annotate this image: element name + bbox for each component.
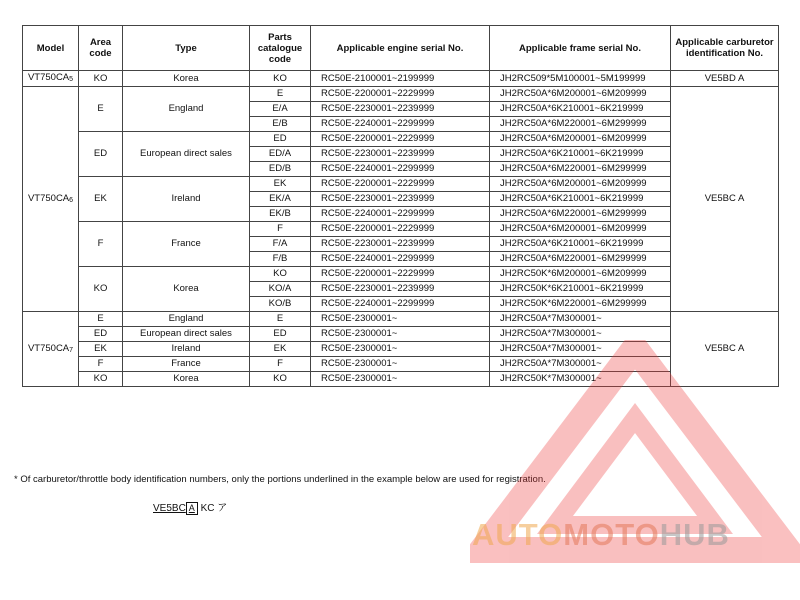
frame-serial-cell: JH2RC50A*6M220001~6M299999 <box>490 207 671 222</box>
serial-number-table <box>22 25 779 387</box>
engine-serial-cell: RC50E-2200001~2229999 <box>311 177 490 192</box>
parts-code-cell: ED <box>250 132 311 147</box>
area-code-cell: EK <box>79 177 123 222</box>
type-cell: Ireland <box>123 342 250 357</box>
engine-serial-cell: RC50E-2240001~2299999 <box>311 297 490 312</box>
parts-code-cell: EK <box>250 177 311 192</box>
engine-serial-cell: RC50E-2240001~2299999 <box>311 162 490 177</box>
table-row <box>23 132 779 147</box>
table-row <box>23 71 779 87</box>
header-engine-serial: Applicable engine serial No. <box>311 26 490 71</box>
header-carburetor-id: Applicable carburetor identification No. <box>671 26 779 71</box>
type-cell: Ireland <box>123 177 250 222</box>
table-row <box>23 87 779 102</box>
table-row <box>23 342 779 357</box>
engine-serial-cell: RC50E-2230001~2239999 <box>311 237 490 252</box>
type-cell: Korea <box>123 267 250 312</box>
frame-serial-cell: JH2RC50A*6M220001~6M299999 <box>490 252 671 267</box>
header-parts-catalogue-code: Parts catalogue code <box>250 26 311 71</box>
table-row <box>23 327 779 342</box>
engine-serial-cell: RC50E-2240001~2299999 <box>311 252 490 267</box>
table-row <box>23 222 779 237</box>
table-row <box>23 372 779 387</box>
table-row <box>23 312 779 327</box>
engine-serial-cell: RC50E-2300001~ <box>311 357 490 372</box>
engine-serial-cell: RC50E-2200001~2229999 <box>311 267 490 282</box>
engine-serial-cell: RC50E-2230001~2239999 <box>311 102 490 117</box>
model-cell: $VT750CA_5$ <box>23 71 79 87</box>
area-code-cell: EK <box>79 342 123 357</box>
frame-serial-cell: JH2RC50A*6M220001~6M299999 <box>490 162 671 177</box>
model-cell: $VT750CA_7$ <box>23 312 79 387</box>
parts-code-cell: KO <box>250 267 311 282</box>
parts-code-cell: EK/B <box>250 207 311 222</box>
frame-serial-cell: JH2RC50A*6M220001~6M299999 <box>490 117 671 132</box>
area-code-cell: KO <box>79 71 123 87</box>
engine-serial-cell: RC50E-2240001~2299999 <box>311 207 490 222</box>
engine-serial-cell: RC50E-2300001~ <box>311 372 490 387</box>
frame-serial-cell: JH2RC50K*7M300001~ <box>490 372 671 387</box>
frame-serial-cell: JH2RC50A*6K210001~6K219999 <box>490 192 671 207</box>
parts-code-cell: ED <box>250 327 311 342</box>
engine-serial-cell: RC50E-2200001~2229999 <box>311 87 490 102</box>
parts-code-cell: EK/A <box>250 192 311 207</box>
area-code-cell: E <box>79 312 123 327</box>
parts-code-cell: E/A <box>250 102 311 117</box>
carburetor-cell: VE5BD A <box>671 71 779 87</box>
type-cell: England <box>123 312 250 327</box>
frame-serial-cell: JH2RC50A*6M200001~6M209999 <box>490 177 671 192</box>
example-boxed-letter: A <box>186 502 198 515</box>
carburetor-id-example <box>153 499 227 515</box>
frame-serial-cell: JH2RC50A*7M300001~ <box>490 312 671 327</box>
frame-serial-cell: JH2RC50A*6K210001~6K219999 <box>490 237 671 252</box>
frame-serial-cell: JH2RC509*5M100001~5M199999 <box>490 71 671 87</box>
parts-code-cell: KO <box>250 372 311 387</box>
engine-serial-cell: RC50E-2240001~2299999 <box>311 117 490 132</box>
engine-serial-cell: RC50E-2200001~2229999 <box>311 132 490 147</box>
engine-serial-cell: RC50E-2200001~2229999 <box>311 222 490 237</box>
frame-serial-cell: JH2RC50K*6M220001~6M299999 <box>490 297 671 312</box>
parts-code-cell: ED/A <box>250 147 311 162</box>
type-cell: France <box>123 357 250 372</box>
parts-code-cell: E <box>250 312 311 327</box>
parts-code-cell: EK <box>250 342 311 357</box>
area-code-cell: E <box>79 87 123 132</box>
area-code-cell: ED <box>79 132 123 177</box>
frame-serial-cell: JH2RC50K*6M200001~6M209999 <box>490 267 671 282</box>
parts-code-cell: E/B <box>250 117 311 132</box>
table-row <box>23 357 779 372</box>
parts-code-cell: KO/B <box>250 297 311 312</box>
engine-serial-cell: RC50E-2230001~2239999 <box>311 282 490 297</box>
parts-code-cell: F/A <box>250 237 311 252</box>
model-cell: $VT750CA_6$ <box>23 87 79 312</box>
table-row <box>23 177 779 192</box>
frame-serial-cell: JH2RC50A*7M300001~ <box>490 327 671 342</box>
header-area-code: Area code <box>79 26 123 71</box>
frame-serial-cell: JH2RC50A*7M300001~ <box>490 342 671 357</box>
frame-serial-cell: JH2RC50A*6M200001~6M209999 <box>490 87 671 102</box>
table-row <box>23 267 779 282</box>
table-header-row <box>23 26 779 71</box>
frame-serial-cell: JH2RC50A*6M200001~6M209999 <box>490 132 671 147</box>
engine-serial-cell: RC50E-2230001~2239999 <box>311 192 490 207</box>
header-frame-serial: Applicable frame serial No. <box>490 26 671 71</box>
frame-serial-cell: JH2RC50A*6K210001~6K219999 <box>490 102 671 117</box>
engine-serial-cell: RC50E-2230001~2239999 <box>311 147 490 162</box>
watermark-logo-text: AUTOMOTOHUB <box>472 517 730 552</box>
parts-code-cell: F/B <box>250 252 311 267</box>
header-type: Type <box>123 26 250 71</box>
carburetor-cell: VE5BC A <box>671 87 779 312</box>
engine-serial-cell: RC50E-2300001~ <box>311 327 490 342</box>
type-cell: European direct sales <box>123 132 250 177</box>
frame-serial-cell: JH2RC50K*6K210001~6K219999 <box>490 282 671 297</box>
header-model: Model <box>23 26 79 71</box>
area-code-cell: F <box>79 357 123 372</box>
type-cell: Korea <box>123 71 250 87</box>
type-cell: Korea <box>123 372 250 387</box>
parts-code-cell: KO <box>250 71 311 87</box>
parts-code-cell: E <box>250 87 311 102</box>
type-cell: France <box>123 222 250 267</box>
engine-serial-cell: RC50E-2300001~ <box>311 312 490 327</box>
carburetor-cell: VE5BC A <box>671 312 779 387</box>
registration-footnote: * Of carburetor/throttle body identification numbers, only the portions underlined in the example below are used for registration. <box>14 474 546 485</box>
parts-code-cell: F <box>250 222 311 237</box>
parts-code-cell: F <box>250 357 311 372</box>
parts-code-cell: ED/B <box>250 162 311 177</box>
parts-code-cell: KO/A <box>250 282 311 297</box>
type-cell: European direct sales <box>123 327 250 342</box>
engine-serial-cell: RC50E-2300001~ <box>311 342 490 357</box>
example-prefix: VE5BC <box>153 503 186 514</box>
area-code-cell: KO <box>79 372 123 387</box>
example-suffix: KC ア <box>200 503 228 514</box>
frame-serial-cell: JH2RC50A*6M200001~6M209999 <box>490 222 671 237</box>
engine-serial-cell: RC50E-2100001~2199999 <box>311 71 490 87</box>
area-code-cell: F <box>79 222 123 267</box>
area-code-cell: ED <box>79 327 123 342</box>
area-code-cell: KO <box>79 267 123 312</box>
type-cell: England <box>123 87 250 132</box>
frame-serial-cell: JH2RC50A*6K210001~6K219999 <box>490 147 671 162</box>
frame-serial-cell: JH2RC50A*7M300001~ <box>490 357 671 372</box>
